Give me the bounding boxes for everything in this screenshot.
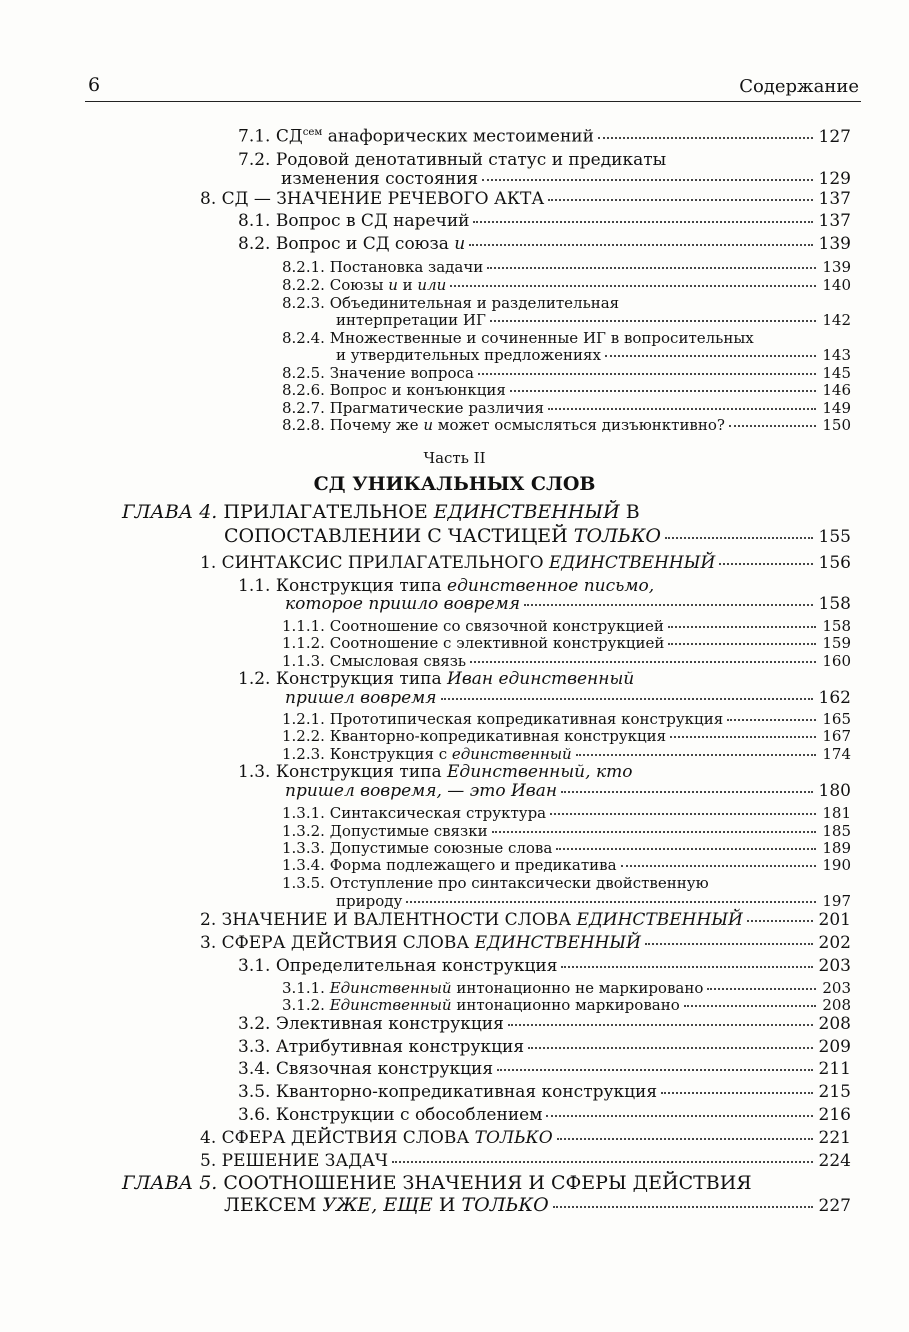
page-ref: 160 [822,652,851,670]
part-title: СД УНИКАЛЬНЫХ СЛОВ [313,473,596,495]
leader-dots [561,966,812,968]
leader-dots [478,373,816,375]
leader-dots [727,719,816,721]
toc-entry[interactable]: 5. РЕШЕНИЕ ЗАДАЧ 224 [200,1151,851,1171]
page-ref: 162 [818,688,851,708]
page-ref: 209 [818,1037,851,1057]
toc-entry-line: 8.2.4. Множественные и сочиненные ИГ в вопросительных [282,329,754,347]
leader-dots [561,791,813,793]
leader-dots [598,137,813,139]
page-ref: 150 [822,416,851,434]
page-ref: 197 [822,892,851,910]
toc-entry[interactable]: 1.3.4. Форма подлежащего и предикатива 190 [282,856,851,874]
leader-dots [473,221,812,223]
page-ref: 142 [822,311,851,329]
running-header-title: Содержание [739,76,859,97]
leader-dots [576,754,817,756]
page-number: 6 [88,74,101,96]
toc-entry[interactable]: 1.2.3. Конструкция с единственный 174 [282,745,851,763]
leader-dots [550,813,816,815]
page-ref: 129 [818,169,851,189]
toc-entry[interactable]: 7.1. $СД^{сем}$ анафорических местоимений 127 [238,126,851,147]
leader-dots [450,285,816,287]
leader-dots [406,901,816,903]
toc-entry[interactable]: 1.3.1. Синтаксическая структура 181 [282,804,851,822]
toc-entry[interactable]: природу 197 [336,892,851,910]
toc-entry[interactable]: 3.1.2. Единственный интонационно маркировано 208 [282,996,851,1014]
leader-dots [548,408,816,410]
page-ref: 158 [822,617,851,635]
toc-entry[interactable]: 3. СФЕРА ДЕЙСТВИЯ СЛОВА ЕДИНСТВЕННЫЙ 202 [200,933,851,953]
toc-entry[interactable]: пришел вовремя, — это Иван 180 [285,781,851,801]
toc-entry[interactable]: 1.2.1. Прототипическая копредикативная конструкция 165 [282,710,851,728]
leader-dots [605,355,816,357]
toc-entry[interactable]: 8.2. Вопрос и СД союза и 139 [238,234,851,254]
page-ref: 145 [822,364,851,382]
toc-entry-line: 1.1. Конструкция типа единственное письмо, [238,576,655,596]
leader-dots [747,920,813,922]
toc-entry[interactable]: 1. СИНТАКСИС ПРИЛАГАТЕЛЬНОГО ЕДИНСТВЕННЫЙ 156 [200,553,851,573]
toc-chapter-entry[interactable]: СОПОСТАВЛЕНИИ С ЧАСТИЦЕЙ ТОЛЬКО 155 [224,525,851,547]
leader-dots [487,267,816,269]
toc-entry-line: 1.3.5. Отступление про синтаксически двойственную [282,874,709,892]
toc-entry[interactable]: 8.2.1. Постановка задачи 139 [282,258,851,276]
leader-dots [668,643,816,645]
leader-dots [661,1092,812,1094]
toc-entry[interactable]: 3.4. Связочная конструкция 211 [238,1059,851,1079]
page-ref: 208 [822,996,851,1014]
leader-dots [482,179,812,181]
page-ref: 140 [822,276,851,294]
page-ref: 227 [818,1196,851,1216]
toc-entry[interactable]: 1.3.2. Допустимые связки 185 [282,822,851,840]
leader-dots [469,244,812,246]
leader-dots [548,199,812,201]
leader-dots [470,661,816,663]
toc-chapter-entry[interactable]: ЛЕКСЕМ УЖЕ, ЕЩЕ И ТОЛЬКО 227 [224,1194,851,1216]
page-ref: 211 [818,1059,851,1079]
leader-dots [546,1115,812,1117]
leader-dots [684,1005,817,1007]
leader-dots [497,1069,812,1071]
toc-entry[interactable]: 1.1.2. Соотношение с элективной конструкцией 159 [282,634,851,652]
toc-entry[interactable]: 8.1. Вопрос в СД наречий 137 [238,211,851,231]
page-ref: 139 [818,234,851,254]
page-ref: 203 [822,979,851,997]
page-ref: 143 [822,346,851,364]
toc-entry[interactable]: пришел вовремя 162 [285,688,851,708]
leader-dots [492,831,817,833]
toc-entry[interactable]: 2. ЗНАЧЕНИЕ И ВАЛЕНТНОСТИ СЛОВА ЕДИНСТВЕННЫЙ 201 [200,910,851,930]
leader-dots [524,604,813,606]
leader-dots [645,943,813,945]
page-ref: 202 [818,933,851,953]
toc-entry[interactable]: 8. СД — ЗНАЧЕНИЕ РЕЧЕВОГО АКТА 137 [200,189,851,209]
page-ref: 174 [822,745,851,763]
page-ref: 149 [822,399,851,417]
page-ref: 137 [818,189,851,209]
leader-dots [392,1161,812,1163]
page-ref: 137 [818,211,851,231]
page-ref: 181 [822,804,851,822]
toc-entry[interactable]: 3.2. Элективная конструкция 208 [238,1014,851,1034]
toc-entry[interactable]: 1.1.1. Соотношение со связочной конструкцией 158 [282,617,851,635]
page-ref: 190 [822,856,851,874]
toc-entry[interactable]: 3.1.1. Единственный интонационно не маркировано 203 [282,979,851,997]
page-ref: 224 [818,1151,851,1171]
toc-entry[interactable]: 8.2.6. Вопрос и конъюнкция 146 [282,381,851,399]
leader-dots [668,626,816,628]
leader-dots [553,1206,813,1208]
toc-entry-line: 7.2. Родовой денотативный статус и предикаты [238,150,667,170]
toc-entry[interactable]: 3.6. Конструкции с обособлением 216 [238,1105,851,1125]
toc-entry[interactable]: интерпретации ИГ 142 [336,311,851,329]
toc-entry[interactable]: и утвердительных предложениях 143 [336,346,851,364]
page-ref: 155 [818,527,851,547]
toc-entry[interactable]: 3.1. Определительная конструкция 203 [238,956,851,976]
toc-entry[interactable]: 8.2.5. Значение вопроса 145 [282,364,851,382]
leader-dots [719,563,812,565]
toc-entry[interactable]: 1.1.3. Смысловая связь 160 [282,652,851,670]
page-ref: 201 [818,910,851,930]
chapter-heading: ГЛАВА 4. ПРИЛАГАТЕЛЬНОЕ ЕДИНСТВЕННЫЙ В [122,501,640,523]
page-ref: 146 [822,381,851,399]
leader-dots [557,1138,813,1140]
leader-dots [528,1047,812,1049]
toc-entry[interactable]: 1.2.2. Кванторно-копредикативная конструкция 167 [282,727,851,745]
toc-entry[interactable]: 8.2.7. Прагматические различия 149 [282,399,851,417]
toc-entry-line: 8.2.3. Объединительная и разделительная [282,294,620,312]
page-ref: 167 [822,727,851,745]
page-ref: 139 [822,258,851,276]
page-ref: 203 [818,956,851,976]
header-rule [85,101,861,102]
page-ref: 156 [818,553,851,573]
toc-entry[interactable]: которое пришло вовремя 158 [285,594,851,614]
page-ref: 159 [822,634,851,652]
page-ref: 208 [818,1014,851,1034]
leader-dots [441,698,813,700]
leader-dots [707,988,816,990]
leader-dots [729,425,816,427]
leader-dots [670,736,816,738]
toc-entry[interactable]: 1.3.3. Допустимые союзные слова 189 [282,839,851,857]
chapter-heading: ГЛАВА 5. СООТНОШЕНИЕ ЗНАЧЕНИЯ И СФЕРЫ ДЕЙСТВИЯ [122,1172,752,1194]
leader-dots [490,320,816,322]
toc-entry[interactable]: 8.2.8. Почему же и может осмысляться дизъюнктивно? 150 [282,416,851,434]
page-ref: 185 [822,822,851,840]
toc-entry[interactable]: 4. СФЕРА ДЕЙСТВИЯ СЛОВА ТОЛЬКО 221 [200,1128,851,1148]
leader-dots [665,537,813,539]
page-ref: 216 [818,1105,851,1125]
page-ref: 158 [818,594,851,614]
leader-dots [556,848,816,850]
leader-dots [508,1024,813,1026]
toc-entry[interactable]: 3.5. Кванторно-копредикативная конструкция 215 [238,1082,851,1102]
leader-dots [621,865,817,867]
page-ref: 215 [818,1082,851,1102]
page-ref: 165 [822,710,851,728]
leader-dots [510,390,817,392]
page-ref: 127 [818,126,851,147]
page-ref: 180 [818,781,851,801]
toc-entry[interactable]: 8.2.2. Союзы и и или 140 [282,276,851,294]
page-ref: 189 [822,839,851,857]
page-ref: 221 [818,1128,851,1148]
toc-entry[interactable]: изменения состояния 129 [281,169,851,189]
toc-entry-line: 1.2. Конструкция типа Иван единственный [238,669,635,689]
toc-entry-line: 1.3. Конструкция типа Единственный, кто [238,762,633,782]
toc-entry[interactable]: 3.3. Атрибутивная конструкция 209 [238,1037,851,1057]
part-label: Часть II [423,449,486,467]
